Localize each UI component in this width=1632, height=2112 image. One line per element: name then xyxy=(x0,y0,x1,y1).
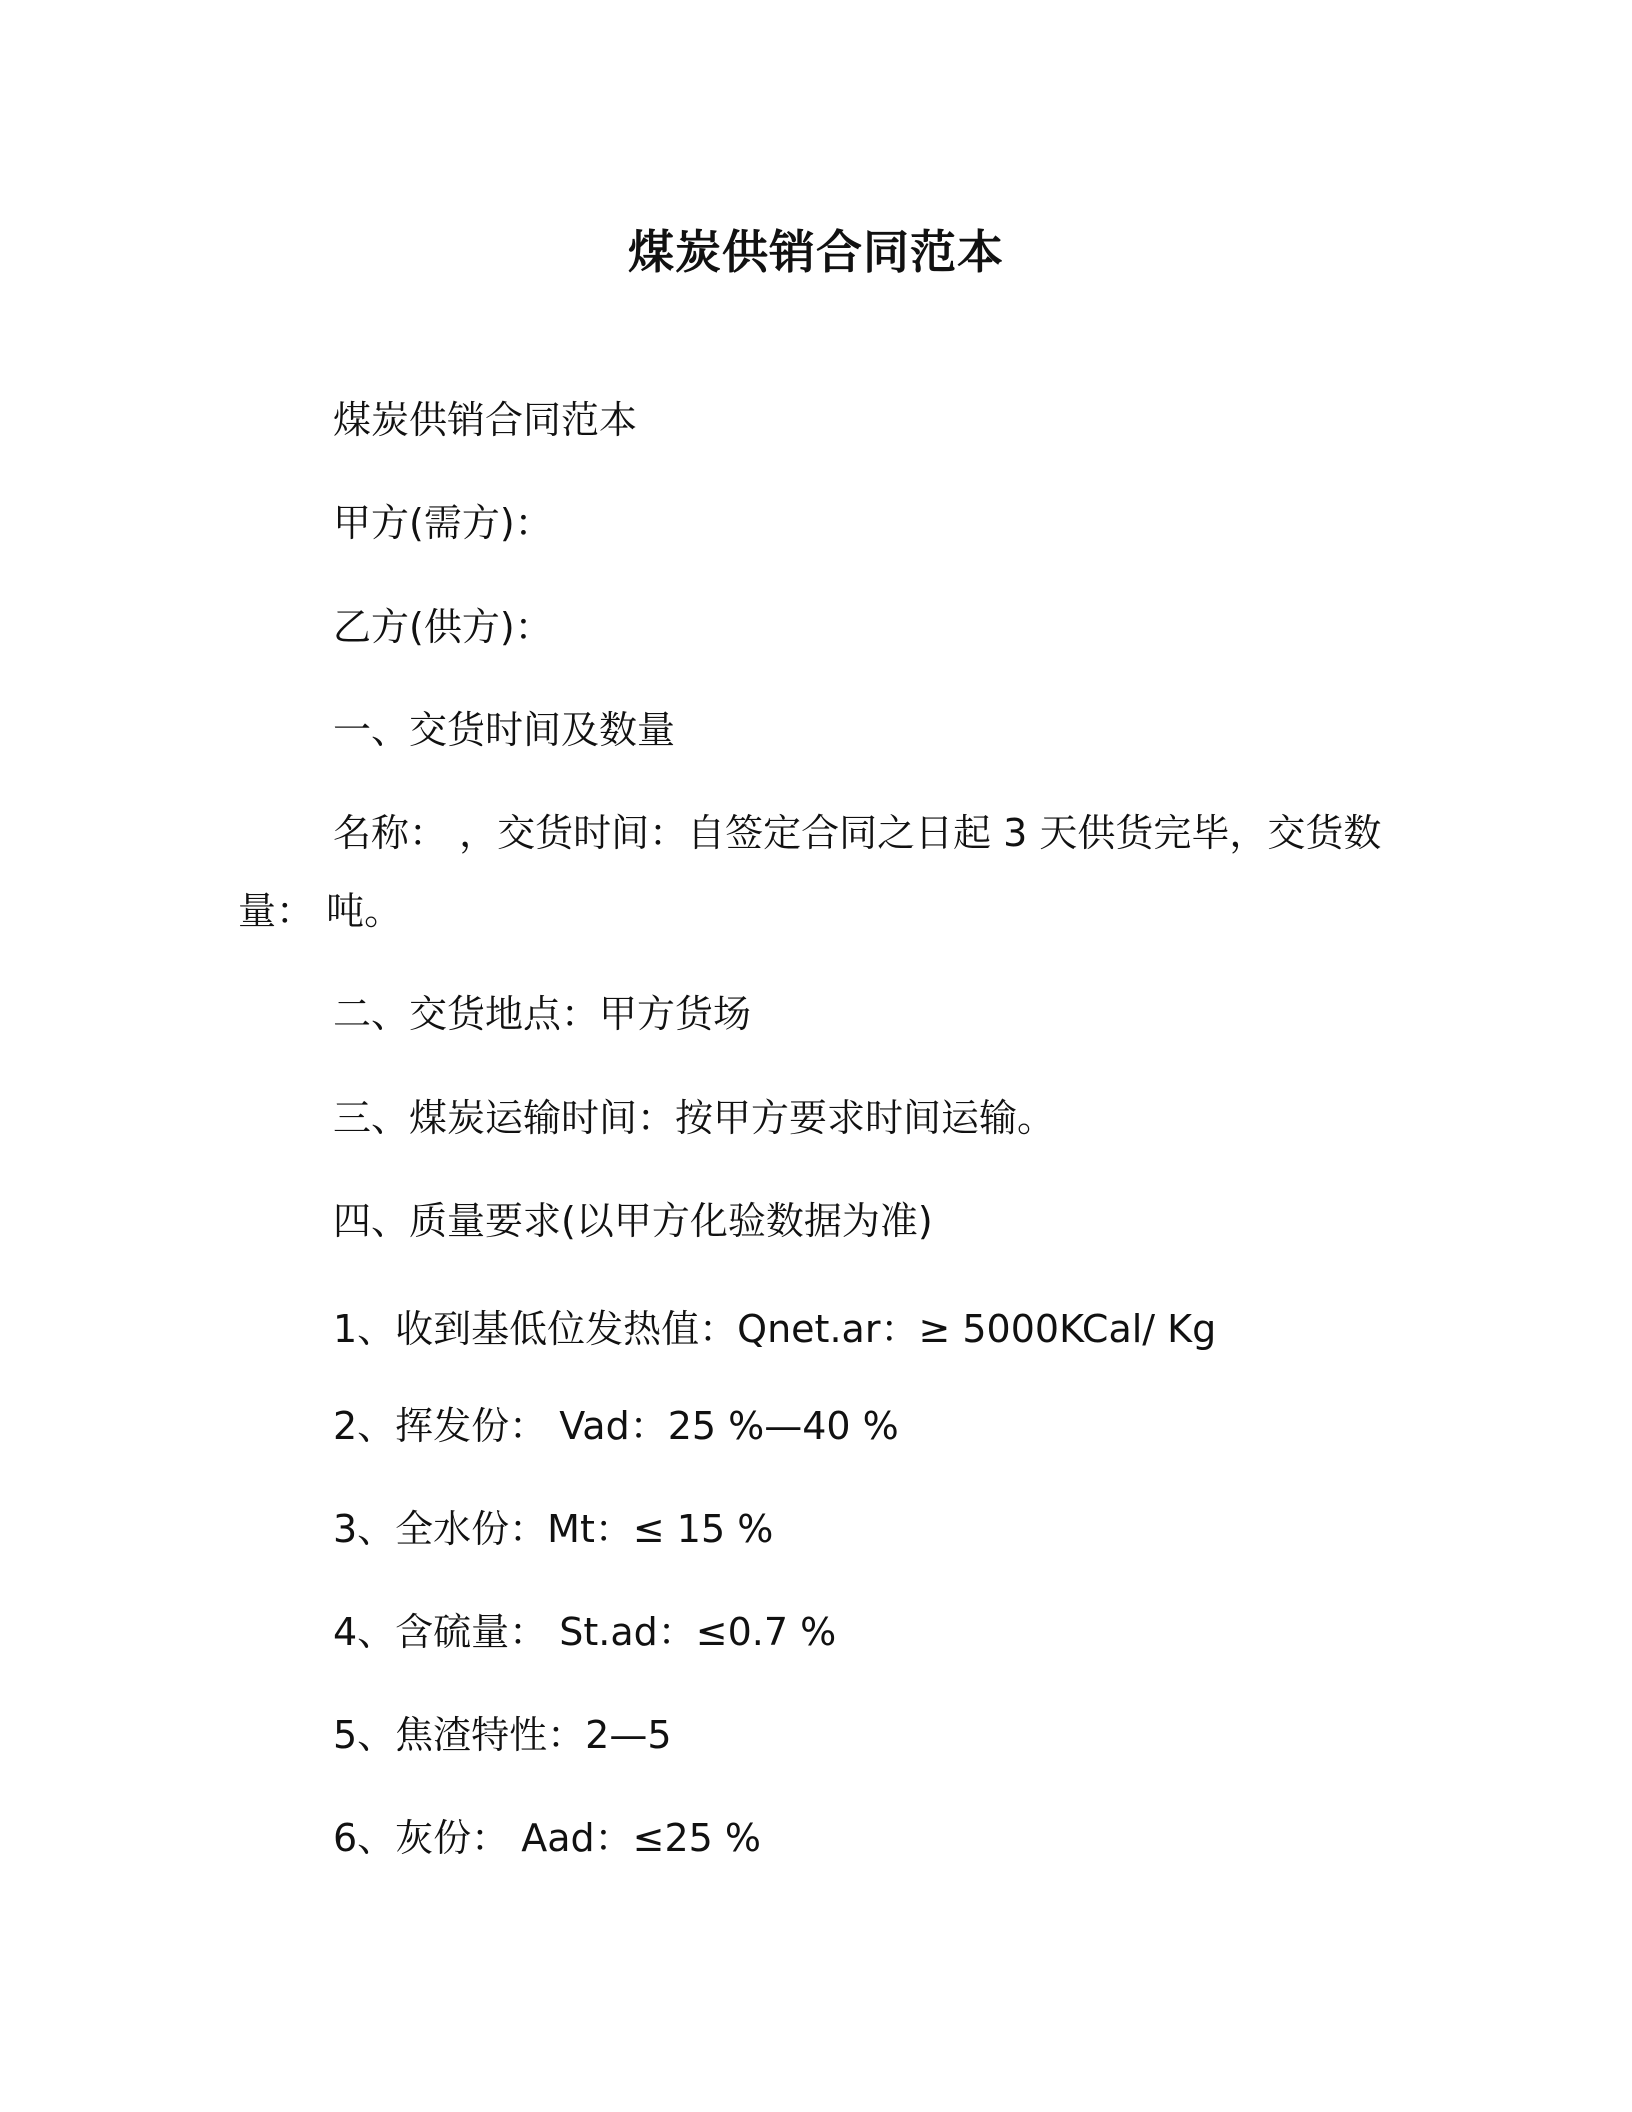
section-2-line: 二、交货地点：甲方货场 xyxy=(333,992,752,1036)
quality-item-6: 6、灰份： Aad：≤25 % xyxy=(333,1816,762,1860)
quality-item-1: 1、收到基低位发热值：Qnet.ar：≥ 5000KCal/ Kg xyxy=(333,1307,1217,1351)
quality-item-3: 3、全水份：Mt：≤ 15 % xyxy=(333,1507,774,1551)
party-b-line: 乙方(供方)： xyxy=(333,605,553,649)
section-3-line: 三、煤炭运输时间：按甲方要求时间运输。 xyxy=(333,1096,1056,1140)
quality-item-2: 2、挥发份： Vad：25 %—40 % xyxy=(333,1404,899,1448)
document-title: 煤炭供销合同范本 xyxy=(628,225,1004,279)
section-4-heading: 四、质量要求(以甲方化验数据为准) xyxy=(333,1199,933,1243)
section-1-heading: 一、交货时间及数量 xyxy=(333,708,676,752)
party-a-line: 甲方(需方)： xyxy=(333,501,553,545)
quality-item-5: 5、焦渣特性：2—5 xyxy=(333,1713,672,1757)
body-line-heading: 煤炭供销合同范本 xyxy=(333,398,638,442)
quality-item-4: 4、含硫量： St.ad：≤0.7 % xyxy=(333,1610,837,1654)
section-1-detail-continued: 量： 吨。 xyxy=(238,889,403,933)
section-1-detail: 名称： ，交货时间：自签定合同之日起 3 天供货完毕，交货数 xyxy=(333,811,1382,855)
